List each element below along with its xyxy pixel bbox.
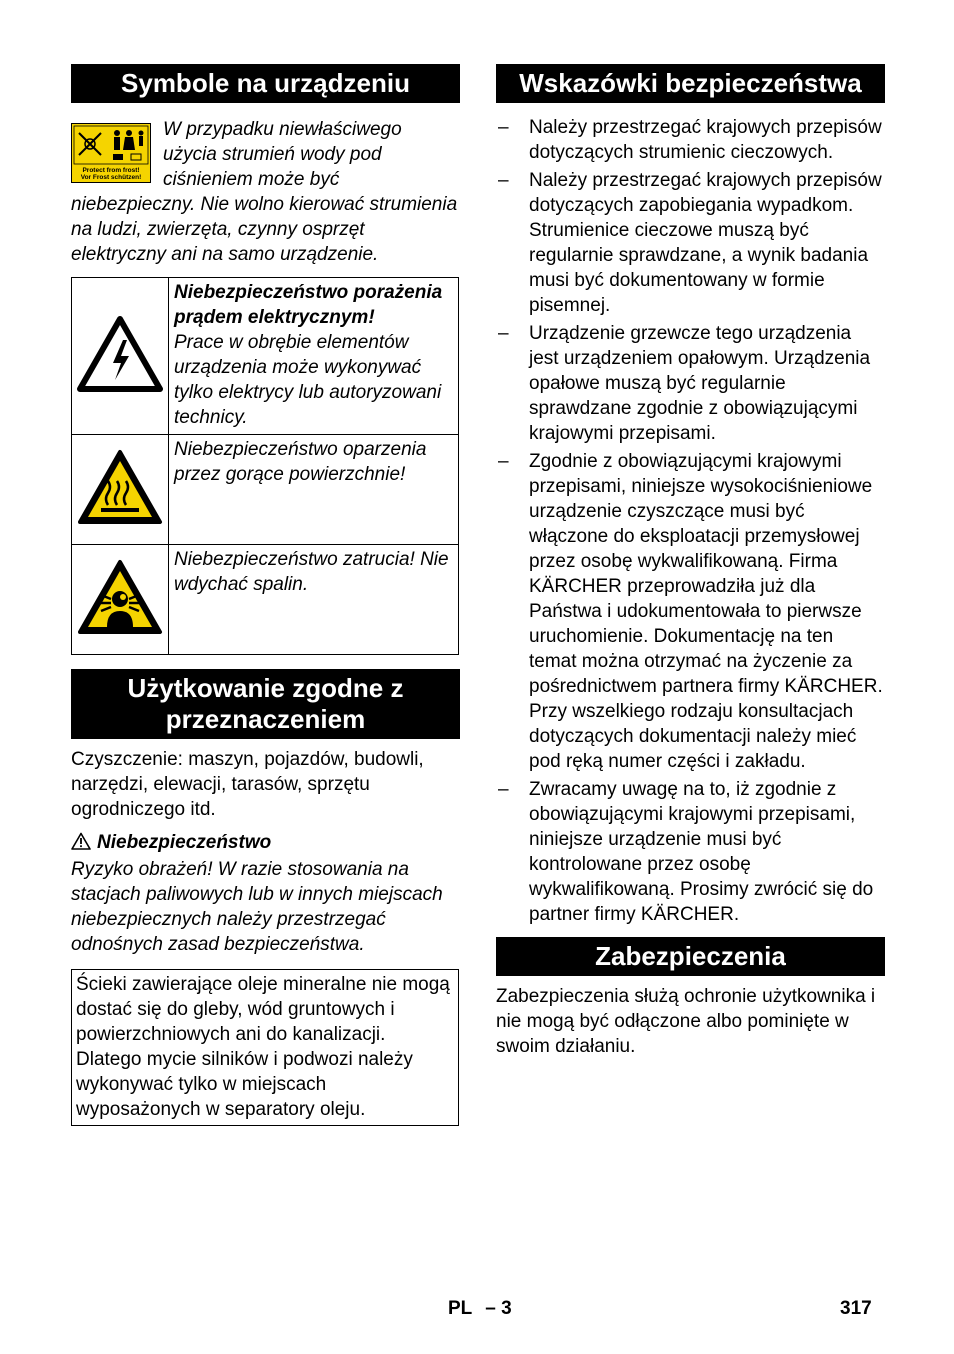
label-line-1: Protect from frost! <box>82 167 140 174</box>
warning-text: Niebezpieczeństwo zatrucia! Nie wdychać spalin. <box>174 549 449 595</box>
environment-note-box <box>71 969 459 1126</box>
danger-triangle-icon <box>71 832 91 850</box>
symbols-text: W przypadku niewłaściwego użycia strumień wody pod ciśnieniem może być niebezpieczny. Nie wolno kierować strumienia na ludzi, zwierzęta, czynny osprzęt elektryczny ani na samo urządzenie. <box>71 119 458 265</box>
safety-heading: Wskazówki bezpieczeństwa <box>496 64 885 103</box>
danger-heading <box>71 830 460 855</box>
footer-section-page: – 3 <box>485 1298 512 1319</box>
intended-use-heading-line1: Użytkowanie zgodne z <box>127 673 404 703</box>
page-number: 317 <box>840 1298 872 1319</box>
electric-shock-warning-icon <box>77 316 163 392</box>
safety-list <box>496 115 885 927</box>
intended-use-text: Czyszczenie: maszyn, pojazdów, budowli, narzędzi, elewacji, tarasów, sprzętu ogrodniczego itd. <box>71 749 424 820</box>
hot-surface-warning-icon <box>77 449 163 525</box>
symbols-heading: Symbole na urządzeniu <box>71 64 460 103</box>
intended-use-heading-line2: przeznaczeniem <box>165 704 366 734</box>
protections-text: Zabezpieczenia służą ochronie użytkownika i nie mogą być odłączone albo pominięte w swoim działaniu. <box>496 986 876 1057</box>
warning-bold-text: Niebezpieczeństwo porażenia prądem elektrycznym! <box>174 282 443 328</box>
warning-row <box>72 435 459 545</box>
left-column <box>71 64 460 1126</box>
symbols-block <box>71 117 460 267</box>
right-column <box>496 64 885 1059</box>
toxic-fumes-warning-icon <box>77 559 163 635</box>
list-item: – Zgodnie z obowiązującymi krajowymi przepisami, niniejsze wysokociśnieniowe urządzenie czyszczące musi być włączone do eksploatacji przemysłowej przez osobę wykwalifikowaną. Firma KÄRCHER przeprowadziła już dla Państwa i udokumentowała to pierwsze uruchomienie. Dokumentację na ten temat można otrzymać na życzenie za pośrednictwem partnera firmy KÄRCHER. Przy wszelkiego rodzaju konsultacjach dotyczących dokumentacji należy mieć pod ręką numer części i zakładu. <box>498 451 883 772</box>
intended-use-heading <box>71 669 460 739</box>
danger-label: Niebezpieczeństwo <box>97 832 272 853</box>
list-item: – Należy przestrzegać krajowych przepisów dotyczących strumienic cieczowych. <box>498 117 882 163</box>
label-line-2: Vor Frost schützen! <box>80 174 142 181</box>
warning-text: Prace w obrębie elementów urządzenia może wykonywać tylko elektrycy lub autoryzowani technicy. <box>174 332 442 428</box>
list-item: – Należy przestrzegać krajowych przepisów dotyczących zapobiegania wypadkom. Strumienice cieczowe muszą być regularnie sprawdzane, a wynik badania musi być dokumentowany w formie pisemnej. <box>498 170 882 316</box>
footer-language: PL <box>448 1298 472 1319</box>
environment-note-text: Ścieki zawierające oleje mineralne nie mogą dostać się do gleby, wód gruntowych i powierzchniowych ani do kanalizacji. Dlatego mycie silników i podwozi należy wykonywać tylko w miejscach wyposażonych w separatory oleju. <box>76 974 450 1120</box>
footer-section-label <box>448 1298 512 1320</box>
warning-row <box>72 545 459 655</box>
list-item: – Zwracamy uwagę na to, iż zgodnie z obowiązującymi krajowymi przepisami, niniejsze urządzenie musi być kontrolowane przez osobę wykwalifikowaną. Prosimy zwrócić się do partner firmy KÄRCHER. <box>498 779 874 925</box>
warnings-table <box>71 277 459 655</box>
danger-text: Ryzyko obrażeń! W razie stosowania na stacjach paliwowych lub w innych miejscach niebezpiecznych należy przestrzegać odnośnych zasad bezpieczeństwa. <box>71 859 443 955</box>
list-item: – Urządzenie grzewcze tego urządzenia jest urządzeniem opałowym. Urządzenia opałowe muszą być regularnie sprawdzane zgodnie z obowiązującymi krajowymi przepisami. <box>498 323 871 444</box>
warning-row <box>72 278 459 435</box>
device-warning-label-icon <box>71 123 151 183</box>
protections-heading: Zabezpieczenia <box>496 937 885 976</box>
warning-text: Niebezpieczeństwo oparzenia przez gorące powierzchnie! <box>174 439 427 485</box>
